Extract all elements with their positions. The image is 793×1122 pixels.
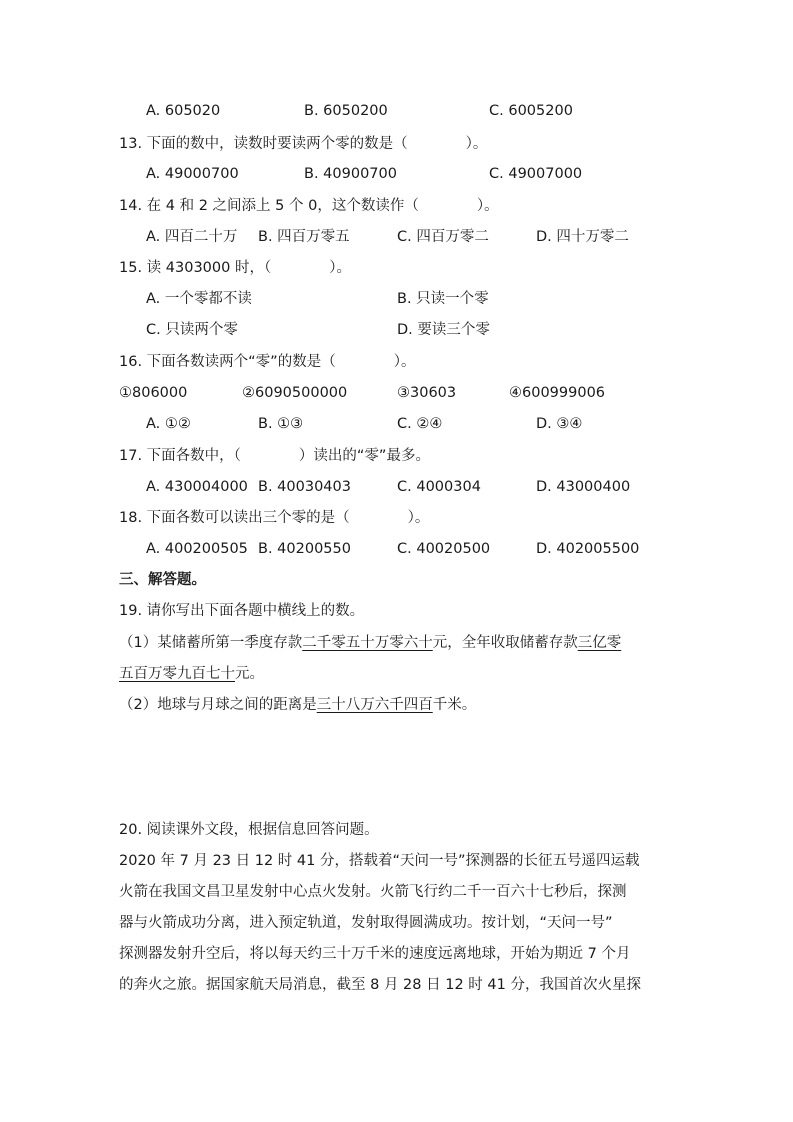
q20-passage-line4: 探测器发射升空后，将以每天约三十万千米的速度远离地球，开始为期近 7 个月 — [119, 946, 631, 962]
q19-stem: 19. 请你写出下面各题中横线上的数。 — [119, 603, 365, 619]
q15-option-a: A. 一个零都不读 — [146, 291, 252, 307]
q14-option-c: C. 四百万零二 — [397, 229, 489, 245]
q16-number-3: ③30603 — [397, 385, 457, 401]
q17-option-d: D. 43000400 — [536, 479, 631, 495]
q19-part1-underlined-1: 二千零五十万零六十 — [302, 635, 433, 651]
q16-number-1: ①806000 — [119, 385, 188, 401]
q18-stem: 18. 下面各数可以读出三个零的是（ ）。 — [119, 510, 430, 526]
q13-option-b: B. 40900700 — [304, 166, 397, 182]
q19-part1-line2 — [119, 664, 264, 684]
q13-option-c: C. 49007000 — [489, 166, 583, 182]
q17-option-b: B. 40030403 — [258, 479, 351, 495]
q20-stem: 20. 阅读课外文段，根据信息回答问题。 — [119, 822, 379, 838]
q14-option-b: B. 四百万零五 — [258, 229, 350, 245]
q19-part2-text-a: （2）地球与月球之间的距离是 — [119, 697, 317, 713]
q19-part1-underlined-2b: 五百万零九百七十 — [119, 666, 235, 682]
q19-part1-text-b: 元，全年收取储蓄存款 — [432, 635, 578, 651]
q16-option-a: A. ①② — [146, 416, 191, 432]
q14-option-d: D. 四十万零二 — [536, 229, 629, 245]
q16-number-4: ④600999006 — [509, 385, 606, 401]
q20-passage-line3: 器与火箭成功分离，进入预定轨道，发射取得圆满成功。按计划，“天问一号” — [119, 915, 613, 931]
q18-option-a: A. 400200505 — [146, 541, 248, 557]
q18-option-d: D. 402005500 — [536, 541, 640, 557]
q13-stem: 13. 下面的数中，读数时要读两个零的数是（ ）。 — [119, 136, 488, 152]
q19-part1-line1 — [119, 633, 621, 653]
q16-number-2: ②6090500000 — [242, 385, 348, 401]
q14-option-a: A. 四百二十万 — [146, 229, 238, 245]
q12-option-c: C. 6005200 — [489, 103, 573, 119]
q16-option-c: C. ②④ — [397, 416, 443, 432]
q18-option-c: C. 40020500 — [397, 541, 491, 557]
q16-option-d: D. ③④ — [536, 416, 583, 432]
q17-stem: 17. 下面各数中，（ ）读出的“零”最多。 — [119, 448, 430, 464]
q19-part1-text-a: （1）某储蓄所第一季度存款 — [119, 635, 303, 651]
q17-option-a: A. 430004000 — [146, 479, 248, 495]
q16-option-b: B. ①③ — [258, 416, 304, 432]
q19-part2-underlined: 三十八万六千四百 — [316, 697, 433, 713]
q14-stem: 14. 在 4 和 2 之间添上 5 个 0，这个数读作（ ）。 — [119, 198, 499, 214]
q19-part1-text-c: 元。 — [235, 666, 264, 682]
q19-part2 — [119, 695, 476, 715]
q20-passage-line1: 2020 年 7 月 23 日 12 时 41 分，搭载着“天问一号”探测器的长征五号遥四运载 — [119, 853, 640, 869]
q15-stem: 15. 读 4303000 时，（ ）。 — [119, 260, 351, 276]
q12-option-a: A. 605020 — [146, 103, 221, 119]
q19-part2-text-b: 千米。 — [432, 697, 477, 713]
q20-passage-line5: 的奔火之旅。据国家航天局消息，截至 8 月 28 日 12 时 41 分，我国首次火星探 — [119, 977, 641, 993]
q12-option-b: B. 6050200 — [304, 103, 388, 119]
q16-stem: 16. 下面各数读两个“零”的数是（ ）。 — [119, 354, 416, 370]
q18-option-b: B. 40200550 — [258, 541, 351, 557]
q15-option-b: B. 只读一个零 — [397, 291, 489, 307]
q17-option-c: C. 4000304 — [397, 479, 481, 495]
q15-option-c: C. 只读两个零 — [146, 322, 238, 338]
q19-part1-underlined-2a: 三亿零 — [577, 635, 622, 651]
q20-passage-line2: 火箭在我国文昌卫星发射中心点火发射。火箭飞行约二千一百六十七秒后，探测 — [119, 884, 627, 900]
q15-option-d: D. 要读三个零 — [397, 322, 490, 338]
q13-option-a: A. 49000700 — [146, 166, 239, 182]
section-heading: 三、解答题。 — [119, 572, 206, 588]
